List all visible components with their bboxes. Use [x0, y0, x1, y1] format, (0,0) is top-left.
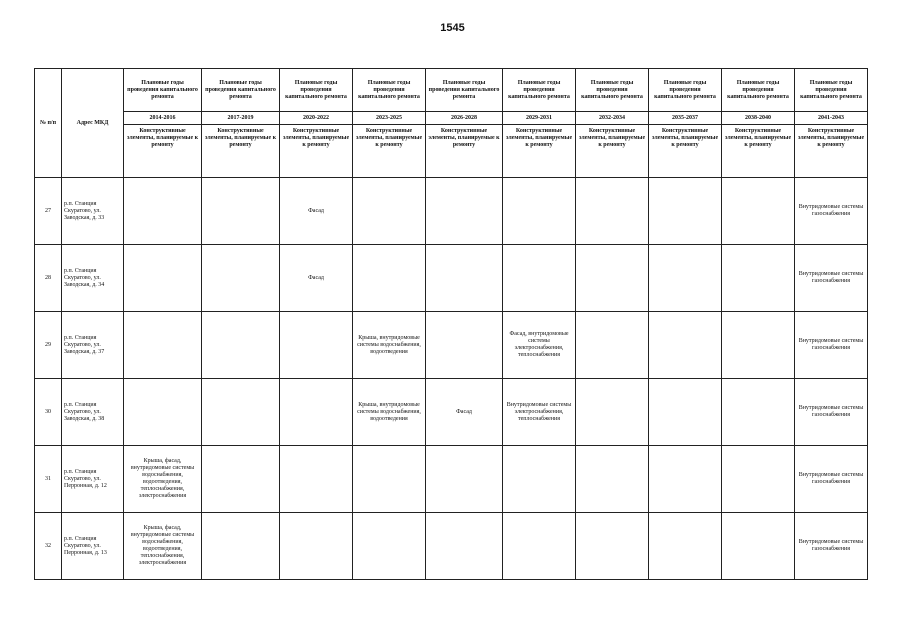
period-cell — [280, 446, 353, 513]
row-address: р.п. Станция Скуратово, ул. Заводская, д. 34 — [62, 245, 124, 312]
row-address: р.п. Станция Скуратово, ул. Заводская, д. 37 — [62, 312, 124, 379]
period-cell — [649, 379, 722, 446]
period-cell: Фасад — [280, 245, 353, 312]
period-cell — [722, 379, 795, 446]
elements-header: Конструктивные элементы, планируемые к ремонту — [722, 125, 795, 178]
elements-header: Конструктивные элементы, планируемые к ремонту — [353, 125, 426, 178]
column-header-plan: Плановые годы проведения капитального ремонта — [353, 69, 426, 112]
period-cell — [649, 312, 722, 379]
period-cell: Внутридомовые системы газоснабжения — [795, 245, 868, 312]
period-cell — [503, 178, 576, 245]
period-cell — [722, 312, 795, 379]
period-cell — [426, 312, 503, 379]
column-header-plan: Плановые годы проведения капитального ремонта — [795, 69, 868, 112]
period-header: 2032-2034 — [576, 112, 649, 125]
period-header: 2041-2043 — [795, 112, 868, 125]
column-header-plan: Плановые годы проведения капитального ремонта — [649, 69, 722, 112]
period-cell: Крыша, фасад, внутридомовые системы водоснабжения, водоотведения, теплоснабжения, электроснабжения — [124, 446, 202, 513]
period-cell — [722, 245, 795, 312]
elements-header: Конструктивные элементы, планируемые к ремонту — [503, 125, 576, 178]
period-cell — [649, 446, 722, 513]
period-cell — [576, 178, 649, 245]
period-cell — [124, 245, 202, 312]
period-cell — [353, 446, 426, 513]
table-row — [35, 379, 868, 446]
column-header-plan: Плановые годы проведения капитального ремонта — [426, 69, 503, 112]
period-cell — [426, 245, 503, 312]
table-row — [35, 513, 868, 580]
period-cell — [426, 446, 503, 513]
period-header: 2035-2037 — [649, 112, 722, 125]
period-cell: Крыша, внутридомовые системы водоснабжения, водоотведения — [353, 379, 426, 446]
period-cell: Крыша, внутридомовые системы водоснабжения, водоотведения — [353, 312, 426, 379]
period-cell — [202, 312, 280, 379]
elements-header: Конструктивные элементы, планируемые к ремонту — [795, 125, 868, 178]
period-cell — [202, 513, 280, 580]
period-header: 2014-2016 — [124, 112, 202, 125]
row-address: р.п. Станция Скуратово, ул. Заводская, д. 33 — [62, 178, 124, 245]
elements-header: Конструктивные элементы, планируемые к ремонту — [649, 125, 722, 178]
period-cell — [722, 446, 795, 513]
period-cell — [503, 513, 576, 580]
repair-schedule-table — [34, 68, 868, 580]
header-row-periods — [35, 112, 868, 125]
elements-header: Конструктивные элементы, планируемые к ремонту — [202, 125, 280, 178]
period-header: 2038-2040 — [722, 112, 795, 125]
row-address: р.п. Станция Скуратово, ул. Заводская, д. 38 — [62, 379, 124, 446]
period-header: 2020-2022 — [280, 112, 353, 125]
period-cell — [202, 178, 280, 245]
period-header: 2017-2019 — [202, 112, 280, 125]
period-cell — [280, 513, 353, 580]
period-cell — [426, 513, 503, 580]
column-header-plan: Плановые годы проведения капитального ремонта — [124, 69, 202, 112]
column-header-plan: Плановые годы проведения капитального ремонта — [280, 69, 353, 112]
page-number: 1545 — [440, 22, 465, 34]
column-header-plan: Плановые годы проведения капитального ремонта — [576, 69, 649, 112]
period-cell — [649, 245, 722, 312]
period-cell — [576, 513, 649, 580]
period-cell: Фасад — [280, 178, 353, 245]
row-number: 31 — [35, 446, 62, 513]
period-cell — [503, 446, 576, 513]
period-cell: Внутридомовые системы электроснабжения, теплоснабжения — [503, 379, 576, 446]
elements-header: Конструктивные элементы, планируемые к ремонту — [576, 125, 649, 178]
period-cell: Внутридомовые системы газоснабжения — [795, 178, 868, 245]
table-row — [35, 446, 868, 513]
period-cell — [576, 312, 649, 379]
period-cell — [426, 178, 503, 245]
period-cell — [202, 245, 280, 312]
period-cell — [124, 379, 202, 446]
period-cell — [280, 379, 353, 446]
table-row — [35, 312, 868, 379]
period-cell: Крыша, фасад, внутридомовые системы водоснабжения, водоотведения, теплоснабжения, электроснабжения — [124, 513, 202, 580]
period-cell: Внутридомовые системы газоснабжения — [795, 513, 868, 580]
row-number: 27 — [35, 178, 62, 245]
period-header: 2029-2031 — [503, 112, 576, 125]
period-cell — [722, 178, 795, 245]
period-cell — [353, 513, 426, 580]
period-cell — [576, 379, 649, 446]
row-number: 32 — [35, 513, 62, 580]
period-cell: Фасад — [426, 379, 503, 446]
row-number: 28 — [35, 245, 62, 312]
period-cell — [124, 312, 202, 379]
elements-header: Конструктивные элементы, планируемые к ремонту — [280, 125, 353, 178]
period-cell — [649, 178, 722, 245]
row-number: 29 — [35, 312, 62, 379]
period-header: 2023-2025 — [353, 112, 426, 125]
elements-header: Конструктивные элементы, планируемые к ремонту — [124, 125, 202, 178]
elements-header: Конструктивные элементы, планируемые к ремонту — [426, 125, 503, 178]
period-cell — [649, 513, 722, 580]
column-header-plan: Плановые годы проведения капитального ремонта — [722, 69, 795, 112]
period-header: 2026-2028 — [426, 112, 503, 125]
period-cell — [503, 245, 576, 312]
row-address: р.п. Станция Скуратово, ул. Перронная, д. 13 — [62, 513, 124, 580]
header-row-plan — [35, 69, 868, 112]
column-header-number: № п/п — [35, 69, 62, 178]
row-number: 30 — [35, 379, 62, 446]
row-address: р.п. Станция Скуратово, ул. Перронная, д. 12 — [62, 446, 124, 513]
period-cell: Внутридомовые системы газоснабжения — [795, 446, 868, 513]
period-cell: Фасад, внутридомовые системы электроснабжения, теплоснабжения — [503, 312, 576, 379]
period-cell — [576, 245, 649, 312]
period-cell — [353, 245, 426, 312]
header-row-elements — [35, 125, 868, 178]
column-header-plan: Плановые годы проведения капитального ремонта — [202, 69, 280, 112]
period-cell — [202, 379, 280, 446]
period-cell — [576, 446, 649, 513]
column-header-plan: Плановые годы проведения капитального ремонта — [503, 69, 576, 112]
table-row — [35, 245, 868, 312]
column-header-address: Адрес МКД — [62, 69, 124, 178]
period-cell — [280, 312, 353, 379]
period-cell: Внутридомовые системы газоснабжения — [795, 379, 868, 446]
period-cell — [202, 446, 280, 513]
period-cell: Внутридомовые системы газоснабжения — [795, 312, 868, 379]
period-cell — [124, 178, 202, 245]
period-cell — [353, 178, 426, 245]
table-row — [35, 178, 868, 245]
period-cell — [722, 513, 795, 580]
